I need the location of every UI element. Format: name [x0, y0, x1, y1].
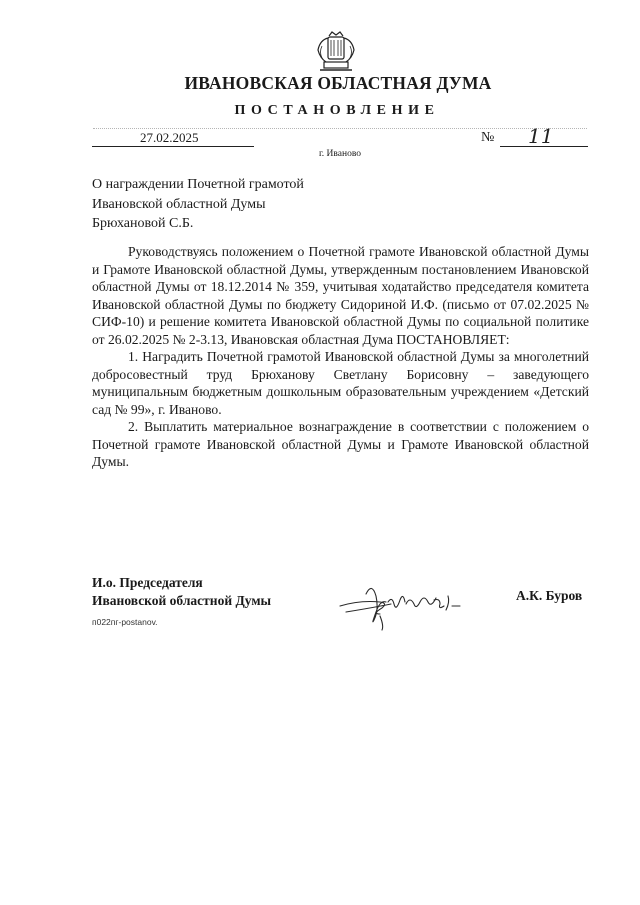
coat-of-arms-icon — [312, 30, 360, 74]
subject-line: Брюхановой С.Б. — [92, 216, 194, 231]
handwritten-signature — [336, 576, 466, 632]
document-date: 27.02.2025 — [140, 130, 199, 145]
document-type-heading: ПОСТАНОВЛЕНИЕ — [234, 103, 440, 118]
header-divider — [93, 128, 587, 129]
city-label: г. Иваново — [318, 149, 362, 159]
number-label: № — [481, 130, 495, 145]
position-line: Ивановской областной Думы — [92, 593, 272, 608]
signatory-position — [92, 574, 312, 610]
subject-line: Ивановской областной Думы — [92, 196, 266, 212]
position-line: И.о. Председателя — [92, 575, 203, 590]
document-number: 11 — [528, 124, 554, 148]
document-subject — [92, 175, 372, 234]
body-paragraph: 2. Выплатить материальное вознаграждение в соответствии с положением о Почетной грамоте Ивановской областной Думы и Грамоте Ивановской областной Думы. — [92, 419, 589, 469]
subject-line: О награждении Почетной грамотой — [92, 177, 304, 192]
body-paragraph: Руководствуясь положением о Почетной грамоте Ивановской областной Думы и Грамоте Ивановской областной Думы, утвержденным постановлением Ивановской областной Думы от 18.12.2014 № 359, учитывая ходатайство председателя комитета Ивановской областной Думы по бюджету Сидориной И.Ф. (письмо от 07.02.2025 № СИФ-10) и решение комитета Ивановской областной Думы по социальной политике от 26.02.2025 № 2-3.13, Ивановская областная Дума ПОСТАНОВЛЯЕТ: — [92, 244, 589, 347]
file-code: п022пг-postanov. — [92, 617, 158, 627]
body-paragraph: 1. Наградить Почетной грамотой Ивановской областной Думы за многолетний добросовестный труд Брюханову Светлану Борисовну – заведующего муниципальным бюджетным дошкольным образовательным учреждением «Детский сад № 99», г. Иваново. — [92, 349, 589, 417]
date-underline — [92, 146, 254, 147]
organization-title: ИВАНОВСКАЯ ОБЛАСТНАЯ ДУМА — [184, 73, 492, 93]
signatory-name: А.К. Буров — [516, 588, 583, 603]
number-underline — [500, 146, 588, 147]
document-body — [92, 243, 589, 471]
